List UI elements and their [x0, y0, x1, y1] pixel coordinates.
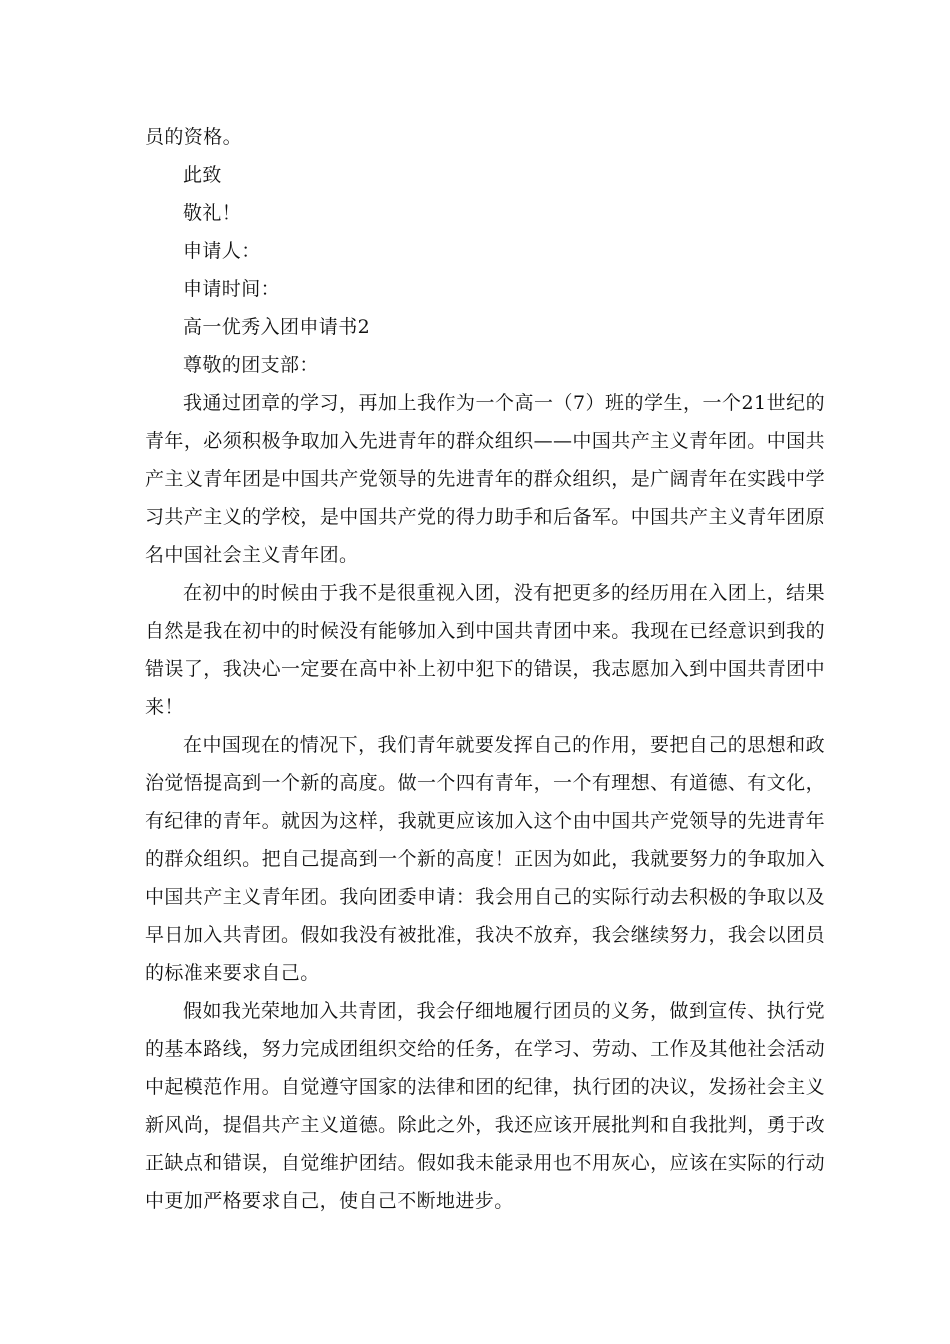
greeting: 尊敬的团支部：	[183, 354, 319, 376]
continuation-line: 员的资格。	[145, 126, 243, 148]
body-paragraph: 在初中的时候由于我不是很重视入团，没有把更多的经历用在入团上，结果自然是我在初中的时候没有能够加入到中国共青团中来。我现在已经意识到我的错误了，我决心一定要在高中补上初中犯下的错误，我志愿加入到中国共青团中来！	[145, 582, 825, 718]
applicant-label: 申请人：	[183, 240, 261, 262]
body-paragraph: 我通过团章的学习，再加上我作为一个高一（7）班的学生，一个21世纪的青年，必须积极争取加入先进青年的群众组织——中国共产主义青年团。中国共产主义青年团是中国共产党领导的先进青年的群众组织，是广阔青年在实践中学习共产主义的学校，是中国共产党的得力助手和后备军。中国共产主义青年团原名中国社会主义青年团。	[145, 392, 825, 566]
document-body	[145, 118, 825, 1220]
section-title: 高一优秀入团申请书2	[183, 316, 371, 338]
application-date-label: 申请时间：	[183, 278, 281, 300]
body-paragraph: 在中国现在的情况下，我们青年就要发挥自己的作用，要把自己的思想和政治觉悟提高到一个新的高度。做一个四有青年，一个有理想、有道德、有文化，有纪律的青年。就因为这样，我就更应该加入这个由中国共产党领导的先进青年的群众组织。把自己提高到一个新的高度！正因为如此，我就要努力的争取加入中国共产主义青年团。我向团委申请：我会用自己的实际行动去积极的争取以及早日加入共青团。假如我没有被批准，我决不放弃，我会继续努力，我会以团员的标准来要求自己。	[145, 734, 825, 984]
body-paragraph: 假如我光荣地加入共青团，我会仔细地履行团员的义务，做到宣传、执行党的基本路线，努力完成团组织交给的任务，在学习、劳动、工作及其他社会活动中起模范作用。自觉遵守国家的法律和团的纪律，执行团的决议，发扬社会主义新风尚，提倡共产主义道德。除此之外，我还应该开展批判和自我批判，勇于改正缺点和错误，自觉维护团结。假如我未能录用也不用灰心，应该在实际的行动中更加严格要求自己，使自己不断地进步。	[145, 1000, 825, 1212]
closing-salutation: 此致	[183, 164, 222, 186]
closing-regards: 敬礼！	[183, 202, 242, 224]
